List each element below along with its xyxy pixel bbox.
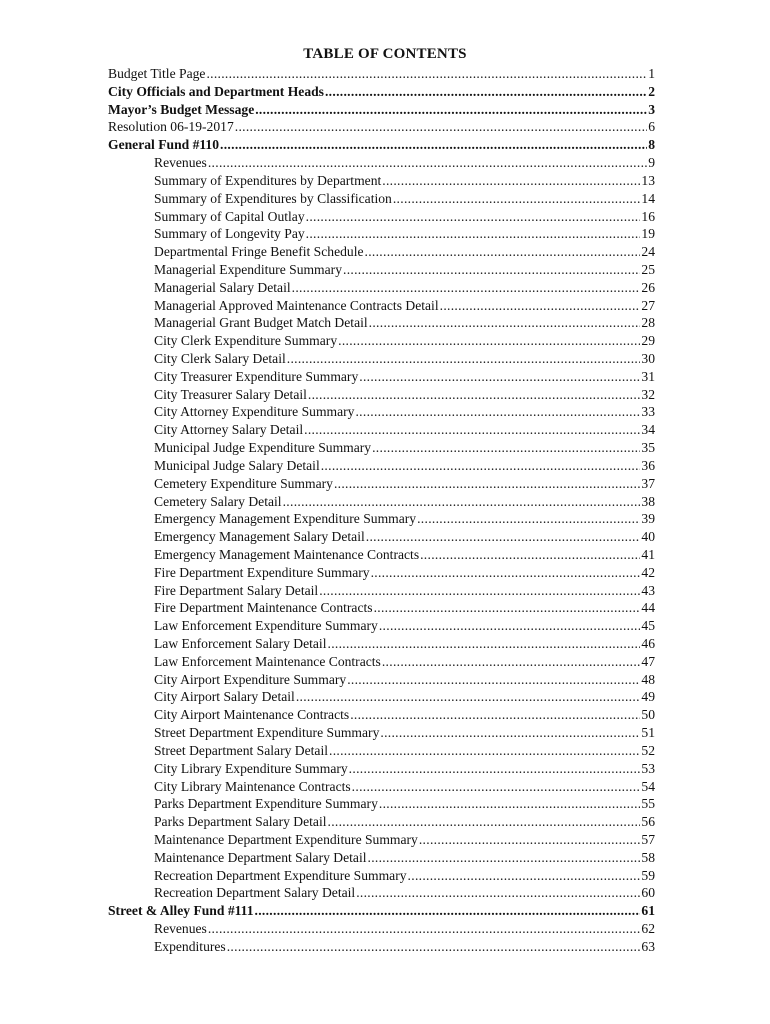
toc-dot-leader xyxy=(417,510,640,528)
toc-entry-title: Mayor’s Budget Message xyxy=(108,101,255,117)
toc-entry[interactable] xyxy=(108,136,654,154)
toc-page-number: 42 xyxy=(641,564,655,580)
toc-entry[interactable] xyxy=(108,457,654,475)
toc-dot-leader xyxy=(304,421,640,439)
toc-dot-leader xyxy=(356,884,640,902)
toc-entry-title: Summary of Capital Outlay xyxy=(154,208,305,224)
toc-entry[interactable] xyxy=(108,599,654,617)
toc-dot-leader xyxy=(408,867,641,885)
toc-entry[interactable] xyxy=(108,795,654,813)
toc-entry[interactable] xyxy=(108,225,654,243)
toc-entry-title: Recreation Department Expenditure Summary xyxy=(154,867,407,883)
toc-entry-title: Maintenance Department Expenditure Summary xyxy=(154,831,418,847)
toc-entry[interactable] xyxy=(108,671,654,689)
toc-dot-leader xyxy=(420,546,640,564)
toc-entry[interactable] xyxy=(108,653,654,671)
toc-dot-leader xyxy=(365,243,641,261)
toc-entry-title: City Officials and Department Heads xyxy=(108,83,324,99)
toc-page-number: 32 xyxy=(641,386,655,402)
toc-page-number: 59 xyxy=(641,867,655,883)
toc-page-number: 14 xyxy=(641,190,655,206)
toc-entry-title: Summary of Expenditures by Classification xyxy=(154,190,392,206)
toc-page-number: 41 xyxy=(641,546,655,562)
toc-entry-title: City Attorney Salary Detail xyxy=(154,422,304,438)
toc-entry[interactable] xyxy=(108,920,654,938)
toc-entry-title: Law Enforcement Maintenance Contracts xyxy=(154,653,381,669)
toc-entry-title: City Airport Expenditure Summary xyxy=(154,671,347,687)
toc-entry[interactable] xyxy=(108,813,654,831)
toc-entry-title: Municipal Judge Expenditure Summary xyxy=(154,440,372,456)
toc-entry-title: City Clerk Expenditure Summary xyxy=(154,333,338,349)
toc-page-number: 39 xyxy=(641,511,655,527)
toc-dot-leader xyxy=(319,582,640,600)
toc-entry[interactable] xyxy=(108,314,654,332)
toc-entry[interactable] xyxy=(108,421,654,439)
toc-entry-title: Revenues xyxy=(154,155,207,171)
toc-page-number: 50 xyxy=(641,707,655,723)
toc-page-number: 43 xyxy=(641,582,655,598)
toc-dot-leader xyxy=(255,101,647,119)
toc-page-number: 24 xyxy=(641,244,655,260)
toc-entry[interactable] xyxy=(108,403,654,421)
toc-dot-leader xyxy=(374,599,641,617)
toc-entry-title: Managerial Expenditure Summary xyxy=(154,261,342,277)
toc-entry[interactable] xyxy=(108,760,654,778)
toc-entry-title: Fire Department Salary Detail xyxy=(154,582,319,598)
toc-dot-leader xyxy=(382,653,641,671)
toc-page-number: 48 xyxy=(641,671,655,687)
toc-entry[interactable] xyxy=(108,849,654,867)
toc-page-number: 56 xyxy=(641,814,655,830)
toc-page-number: 38 xyxy=(641,493,655,509)
toc-dot-leader xyxy=(379,795,641,813)
toc-page-number: 58 xyxy=(641,849,655,865)
toc-dot-leader xyxy=(206,65,647,83)
toc-entry[interactable] xyxy=(108,938,654,956)
toc-entry[interactable] xyxy=(108,742,654,760)
toc-entry[interactable] xyxy=(108,439,654,457)
toc-entry[interactable] xyxy=(108,831,654,849)
toc-entry-title: City Clerk Salary Detail xyxy=(154,351,286,366)
toc-dot-leader xyxy=(368,849,641,867)
toc-page-number: 37 xyxy=(641,475,655,491)
toc-dot-leader xyxy=(382,172,640,190)
toc-entry-title: Summary of Expenditures by Department xyxy=(154,172,382,188)
toc-entry-title: Summary of Longevity Pay xyxy=(154,226,305,242)
toc-entry[interactable] xyxy=(108,386,654,404)
toc-entry[interactable] xyxy=(108,510,654,528)
toc-entry-title: Managerial Grant Budget Match Detail xyxy=(154,315,368,331)
toc-entry-title: City Treasurer Expenditure Summary xyxy=(154,368,359,384)
toc-entry[interactable] xyxy=(108,243,654,261)
toc-entry[interactable] xyxy=(108,350,654,368)
toc-entry-title: Law Enforcement Salary Detail xyxy=(154,636,327,651)
toc-page-number: 35 xyxy=(641,440,655,456)
toc-entry-title: Street & Alley Fund #111 xyxy=(108,903,254,919)
toc-page-number: 31 xyxy=(641,368,655,384)
toc-dot-leader xyxy=(255,902,641,920)
toc-dot-leader xyxy=(352,778,641,796)
toc-dot-leader xyxy=(296,688,641,706)
toc-page-number: 36 xyxy=(641,457,655,473)
toc-dot-leader xyxy=(325,83,647,101)
toc-entry[interactable] xyxy=(108,706,654,724)
toc-entry[interactable] xyxy=(108,279,654,297)
toc-entry[interactable] xyxy=(108,332,654,350)
toc-page-number: 27 xyxy=(641,297,655,313)
toc-page-number: 60 xyxy=(641,885,655,901)
toc-page-number: 3 xyxy=(648,101,655,117)
toc-dot-leader xyxy=(220,136,647,154)
toc-page-number: 19 xyxy=(641,226,655,242)
toc-entry-title: City Library Maintenance Contracts xyxy=(154,778,351,794)
toc-dot-leader xyxy=(355,403,640,421)
toc-entry-title: Emergency Management Expenditure Summary xyxy=(154,511,417,527)
toc-page-number: 1 xyxy=(648,66,655,81)
toc-entry-title: Fire Department Expenditure Summary xyxy=(154,564,370,580)
toc-entry[interactable] xyxy=(108,118,654,136)
toc-dot-leader xyxy=(328,813,641,831)
toc-entry[interactable] xyxy=(108,208,654,226)
toc-dot-leader xyxy=(287,350,641,368)
toc-dot-leader xyxy=(308,386,641,404)
toc-entry[interactable] xyxy=(108,172,654,190)
toc-page-number: 29 xyxy=(641,333,655,349)
toc-page-number: 46 xyxy=(641,636,655,651)
toc-entry[interactable] xyxy=(108,154,654,172)
toc-entry[interactable] xyxy=(108,778,654,796)
toc-dot-leader xyxy=(350,706,640,724)
toc-entry[interactable] xyxy=(108,528,654,546)
toc-page-number: 2 xyxy=(648,83,655,99)
toc-entry-title: Parks Department Salary Detail xyxy=(154,814,327,830)
toc-dot-leader xyxy=(306,225,641,243)
toc-entry[interactable] xyxy=(108,884,654,902)
toc-entry-title: Law Enforcement Expenditure Summary xyxy=(154,618,378,634)
toc-page-number: 61 xyxy=(641,903,655,919)
toc-dot-leader xyxy=(329,742,640,760)
toc-entry-title: Managerial Approved Maintenance Contracts Detail xyxy=(154,297,439,313)
toc-entry-title: City Library Expenditure Summary xyxy=(154,760,348,776)
toc-dot-leader xyxy=(359,368,640,386)
toc-entry[interactable] xyxy=(108,101,654,119)
toc-dot-leader xyxy=(371,564,641,582)
toc-dot-leader xyxy=(338,332,640,350)
toc-entry[interactable] xyxy=(108,564,654,582)
toc-entry-title: Departmental Fringe Benefit Schedule xyxy=(154,244,364,260)
toc-dot-leader xyxy=(343,261,640,279)
toc-dot-leader xyxy=(306,208,641,226)
toc-entry[interactable] xyxy=(108,475,654,493)
toc-dot-leader xyxy=(379,617,641,635)
toc-entry[interactable] xyxy=(108,546,654,564)
toc-dot-leader xyxy=(283,493,641,511)
toc-dot-leader xyxy=(235,118,647,136)
toc-dot-leader xyxy=(321,457,641,475)
toc-page-number: 28 xyxy=(641,315,655,331)
toc-page-number: 45 xyxy=(641,618,655,634)
toc-dot-leader xyxy=(366,528,641,546)
toc-entry-title: Resolution 06-19-2017 xyxy=(108,119,234,135)
toc-page-number: 63 xyxy=(641,938,655,954)
toc-entry[interactable] xyxy=(108,867,654,885)
toc-entry[interactable] xyxy=(108,297,654,315)
toc-entry-title: Street Department Expenditure Summary xyxy=(154,725,380,741)
toc-dot-leader xyxy=(292,279,641,297)
toc-page-number: 54 xyxy=(641,778,655,794)
toc-entry-title: City Airport Salary Detail xyxy=(154,689,295,705)
toc-entry-title: Recreation Department Salary Detail xyxy=(154,885,356,901)
toc-dot-leader xyxy=(334,475,640,493)
toc-page-number: 16 xyxy=(641,208,655,224)
toc-page-number: 9 xyxy=(648,155,655,171)
toc-dot-leader xyxy=(349,760,641,778)
toc-dot-leader xyxy=(419,831,641,849)
toc-entry-title: Revenues xyxy=(154,921,207,936)
toc-entry-title: Budget Title Page xyxy=(108,66,206,81)
toc-page-number: 55 xyxy=(641,796,655,812)
toc-dot-leader xyxy=(369,314,641,332)
toc-page-number: 44 xyxy=(641,600,655,616)
toc-entry-title: Street Department Salary Detail xyxy=(154,742,329,758)
toc-dot-leader xyxy=(227,938,641,956)
toc-entry-title: City Treasurer Salary Detail xyxy=(154,386,307,402)
toc-dot-leader xyxy=(208,154,647,172)
toc-page-number: 30 xyxy=(641,351,655,366)
toc-page-number: 8 xyxy=(648,137,655,153)
toc-dot-leader xyxy=(208,920,641,938)
toc-page-number: 47 xyxy=(641,653,655,669)
toc-dot-leader xyxy=(328,635,641,653)
toc-entry[interactable] xyxy=(108,688,654,706)
toc-entry[interactable] xyxy=(108,902,654,920)
toc-list xyxy=(108,65,654,956)
toc-page-number: 49 xyxy=(641,689,655,705)
toc-page-number: 52 xyxy=(641,742,655,758)
toc-entry-title: Cemetery Expenditure Summary xyxy=(154,475,333,491)
toc-entry-title: Fire Department Maintenance Contracts xyxy=(154,600,373,616)
toc-entry[interactable] xyxy=(108,724,654,742)
toc-page-number: 25 xyxy=(641,261,655,277)
toc-entry[interactable] xyxy=(108,368,654,386)
toc-dot-leader xyxy=(347,671,640,689)
toc-entry[interactable] xyxy=(108,617,654,635)
toc-entry[interactable] xyxy=(108,83,654,101)
toc-page-number: 6 xyxy=(648,119,655,135)
toc-page-number: 33 xyxy=(641,404,655,420)
toc-page-number: 34 xyxy=(641,422,655,438)
toc-dot-leader xyxy=(380,724,640,742)
toc-entry[interactable] xyxy=(108,65,654,83)
toc-entry[interactable] xyxy=(108,493,654,511)
toc-entry[interactable] xyxy=(108,582,654,600)
toc-entry-title: Parks Department Expenditure Summary xyxy=(154,796,378,812)
toc-entry-title: Expenditures xyxy=(154,938,226,954)
toc-entry-title: Municipal Judge Salary Detail xyxy=(154,457,320,473)
toc-entry-title: General Fund #110 xyxy=(108,137,220,153)
toc-page-number: 51 xyxy=(641,725,655,741)
toc-dot-leader xyxy=(440,297,641,315)
toc-entry-title: Emergency Management Maintenance Contracts xyxy=(154,546,420,562)
toc-entry-title: Emergency Management Salary Detail xyxy=(154,529,365,545)
toc-entry[interactable] xyxy=(108,635,654,653)
toc-title: TABLE OF CONTENTS xyxy=(303,46,467,62)
toc-page-number: 57 xyxy=(641,831,655,847)
toc-page-number: 26 xyxy=(641,279,655,295)
toc-page-number: 53 xyxy=(641,760,655,776)
toc-entry-title: Managerial Salary Detail xyxy=(154,279,291,295)
toc-dot-leader xyxy=(372,439,640,457)
toc-entry-title: Maintenance Department Salary Detail xyxy=(154,849,367,865)
toc-entry-title: City Airport Maintenance Contracts xyxy=(154,707,350,723)
toc-entry[interactable] xyxy=(108,261,654,279)
toc-dot-leader xyxy=(393,190,641,208)
toc-page-number: 62 xyxy=(641,921,655,936)
toc-entry-title: Cemetery Salary Detail xyxy=(154,493,282,509)
toc-entry[interactable] xyxy=(108,190,654,208)
toc-entry-title: City Attorney Expenditure Summary xyxy=(154,404,355,420)
toc-page-number: 40 xyxy=(641,529,655,545)
toc-page-number: 13 xyxy=(641,172,655,188)
